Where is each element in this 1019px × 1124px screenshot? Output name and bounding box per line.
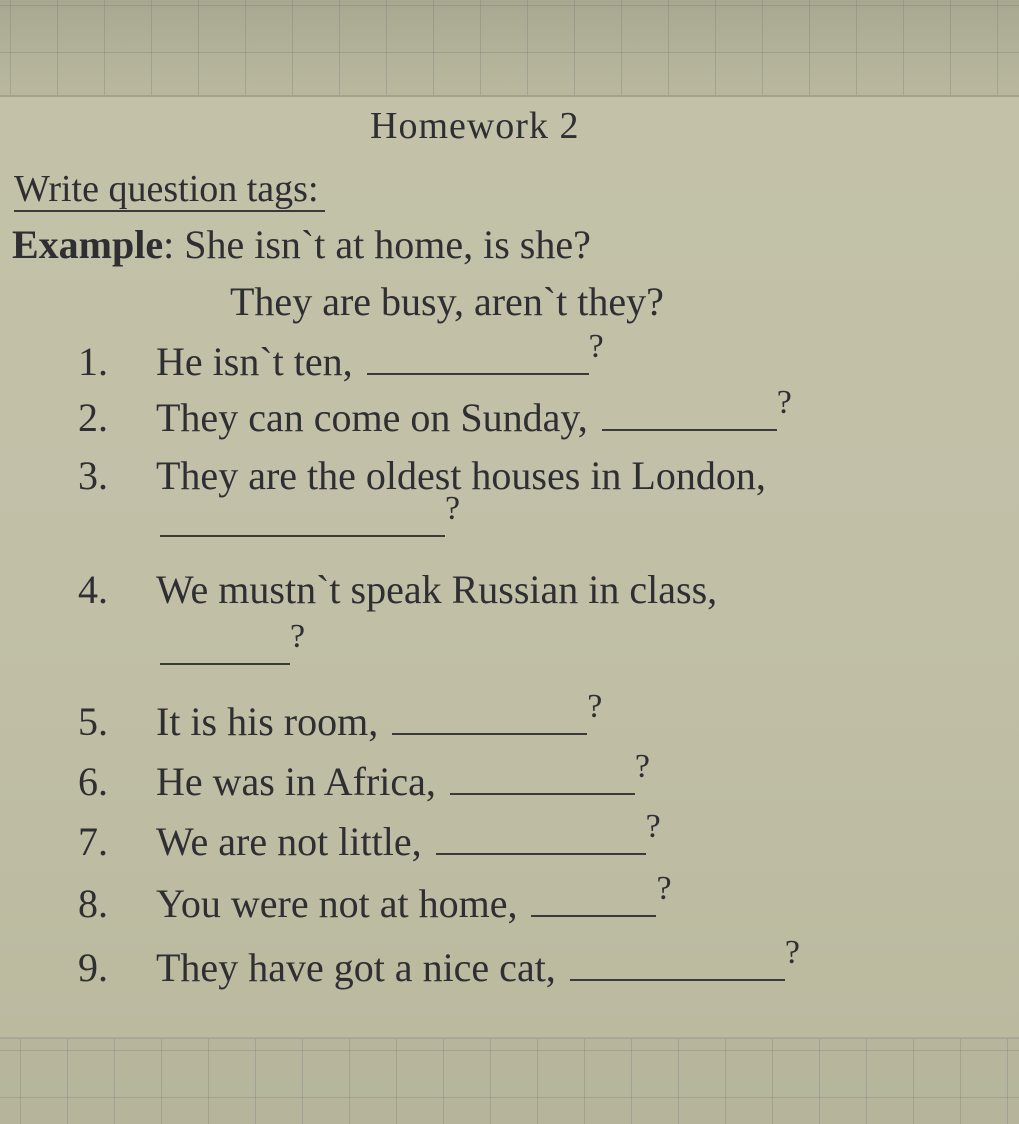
question-mark: ? <box>784 934 800 971</box>
answer-blank[interactable] <box>570 955 785 981</box>
item-number: 1. <box>78 339 108 384</box>
exercise-item-6 <box>78 748 650 805</box>
exercise-item-1 <box>78 328 604 385</box>
item-text: It is his room, <box>156 699 379 744</box>
answer-blank[interactable] <box>392 709 587 735</box>
question-mark: ? <box>445 490 461 527</box>
answer-blank[interactable] <box>602 405 777 431</box>
answer-blank[interactable] <box>160 511 445 537</box>
question-mark: ? <box>776 384 792 421</box>
question-mark: ? <box>588 328 604 365</box>
item-text: He was in Africa, <box>156 759 436 804</box>
item-text: They have got a nice cat, <box>156 945 556 990</box>
notebook-grid-top <box>0 0 1019 100</box>
exercise-item-2 <box>78 384 792 441</box>
question-mark: ? <box>656 870 672 907</box>
item-number: 9. <box>78 945 108 990</box>
item-number: 7. <box>78 819 108 864</box>
item-text: He isn`t ten, <box>156 339 353 384</box>
example-sentence-1: : She isn`t at home, is she? <box>163 222 591 267</box>
item-text: They are the oldest houses in London, <box>156 453 766 498</box>
answer-blank[interactable] <box>450 769 635 795</box>
question-mark: ? <box>634 748 650 785</box>
item-number: 5. <box>78 699 108 744</box>
item-text: You were not at home, <box>156 881 518 926</box>
item-number: 4. <box>78 567 108 612</box>
item-text: We are not little, <box>156 819 422 864</box>
item-text: They can come on Sunday, <box>156 395 588 440</box>
exercise-item-8 <box>78 870 672 927</box>
answer-blank[interactable] <box>160 639 290 665</box>
question-mark: ? <box>587 688 603 725</box>
instruction-heading: Write question tags: <box>14 168 325 212</box>
exercise-item-4-answer <box>160 618 306 674</box>
item-text: We mustn`t speak Russian in class, <box>156 567 718 612</box>
example-label: Example <box>12 222 164 267</box>
exercise-item-7 <box>78 808 661 865</box>
notebook-grid-bottom <box>0 1030 1019 1124</box>
exercise-item-5 <box>78 688 603 745</box>
item-number: 2. <box>78 395 108 440</box>
page-title: Homework 2 <box>370 105 580 147</box>
question-mark: ? <box>290 618 306 655</box>
exercise-item-3-answer <box>160 490 461 546</box>
answer-blank[interactable] <box>436 829 646 855</box>
example-line-2: They are busy, aren`t they? <box>230 279 664 324</box>
item-number: 6. <box>78 759 108 804</box>
exercise-item-4 <box>78 566 717 613</box>
exercise-item-9 <box>78 934 800 991</box>
answer-blank[interactable] <box>531 891 656 917</box>
example-line-1 <box>12 221 591 268</box>
item-number: 3. <box>78 453 108 498</box>
answer-blank[interactable] <box>367 349 589 375</box>
exercise-item-3 <box>78 452 766 499</box>
question-mark: ? <box>645 808 661 845</box>
item-number: 8. <box>78 881 108 926</box>
